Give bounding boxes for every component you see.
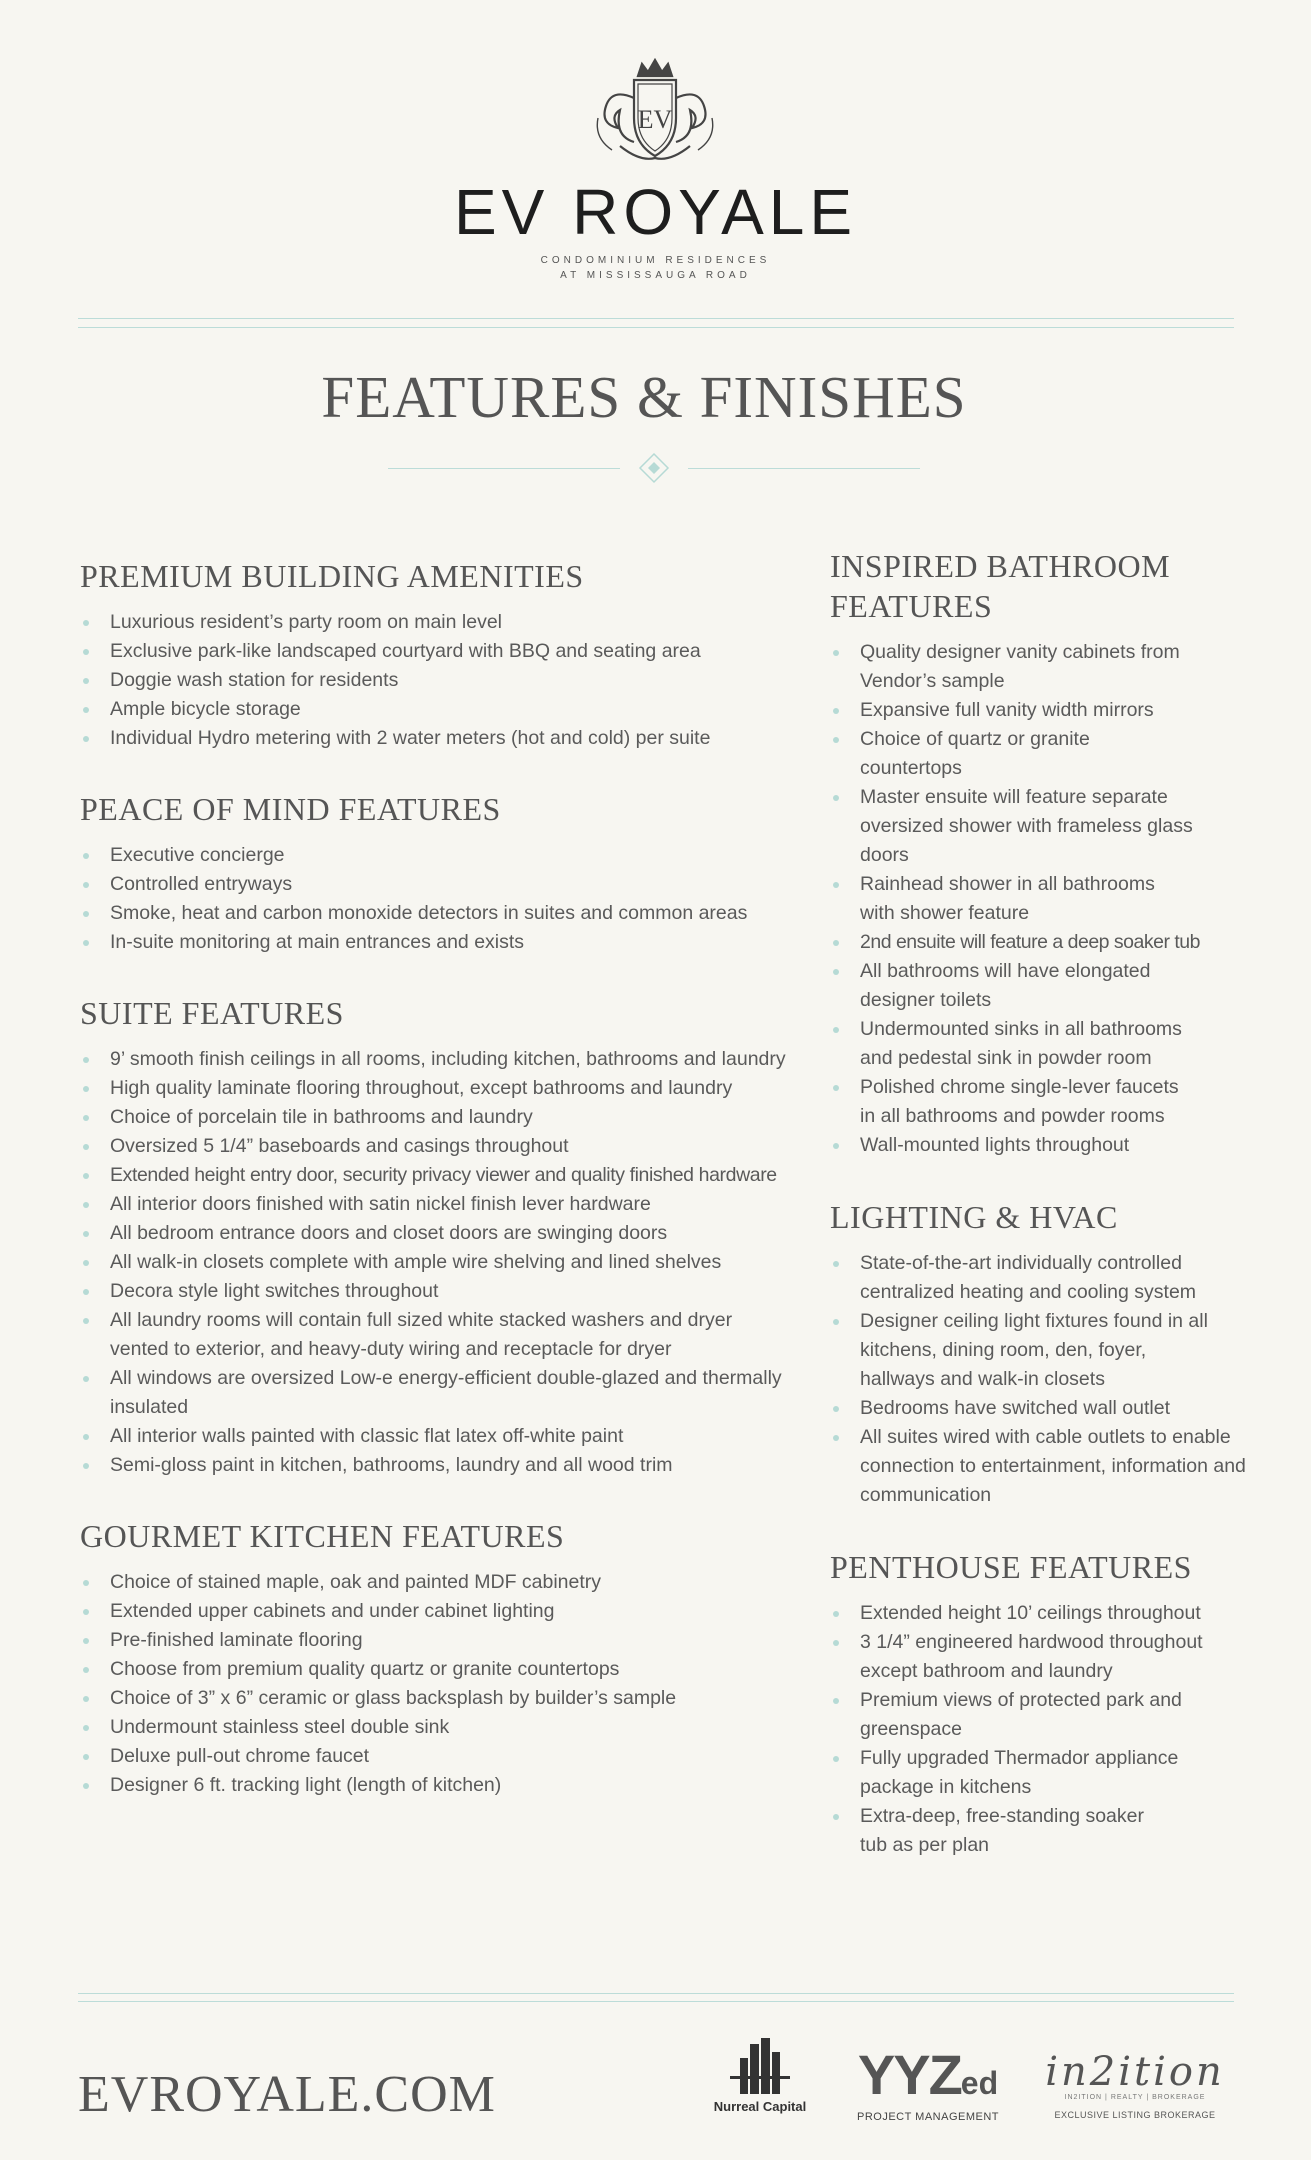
list-item: 9’ smooth finish ceilings in all rooms, including kitchen, bathrooms and laundry xyxy=(80,1045,820,1074)
section-gourmet-kitchen-features xyxy=(80,1516,820,1800)
yyz-logo-mark xyxy=(848,2043,1008,2110)
list-item: Rainhead shower in all bathrooms with shower feature xyxy=(830,870,1250,928)
section-heading: LIGHTING & HVAC xyxy=(830,1199,1118,1235)
in2ition-logo xyxy=(1030,2049,1240,2122)
brand-tagline-line2: AT MISSISSAUGA ROAD xyxy=(560,270,751,281)
section-heading: INSPIRED BATHROOM FEATURES xyxy=(830,548,1171,624)
feature-list xyxy=(830,1599,1250,1860)
in2ition-logo-mark: in2ition xyxy=(1045,2049,1225,2095)
list-item: All walk-in closets complete with ample wire shelving and lined shelves xyxy=(80,1248,820,1277)
list-item: Deluxe pull-out chrome faucet xyxy=(80,1742,820,1771)
list-item: High quality laminate flooring throughout, except bathrooms and laundry xyxy=(80,1074,820,1103)
list-item: Polished chrome single-lever faucets in all bathrooms and powder rooms xyxy=(830,1073,1250,1131)
list-item: Extended upper cabinets and under cabinet lighting xyxy=(80,1597,820,1626)
yyzed-logo xyxy=(848,2043,1008,2124)
nureal-logo-text: Nurreal Capital xyxy=(713,2099,807,2114)
list-item: Undermount stainless steel double sink xyxy=(80,1713,820,1742)
list-item: Designer 6 ft. tracking light (length of kitchen) xyxy=(80,1771,820,1800)
list-item: Extra-deep, free-standing soaker tub as per plan xyxy=(830,1802,1250,1860)
list-item: All interior doors finished with satin nickel finish lever hardware xyxy=(80,1190,820,1219)
website-url[interactable]: EVROYALE.COM xyxy=(78,2066,496,2123)
list-item: All bathrooms will have elongated designer toilets xyxy=(830,957,1250,1015)
feature-list xyxy=(830,1249,1250,1510)
list-item: Extended height 10’ ceilings throughout xyxy=(830,1599,1250,1628)
bottom-divider-secondary xyxy=(78,2001,1234,2002)
list-item: All bedroom entrance doors and closet doors are swinging doors xyxy=(80,1219,820,1248)
list-item: Expansive full vanity width mirrors xyxy=(830,696,1250,725)
section-inspired-bathroom-features xyxy=(830,546,1250,1160)
top-divider xyxy=(78,318,1234,319)
yyz-sup: ed xyxy=(960,2065,999,2101)
section-lighting-hvac xyxy=(830,1197,1250,1510)
list-item: Extended height entry door, security privacy viewer and quality finished hardware xyxy=(80,1161,820,1190)
section-premium-building-amenities xyxy=(80,556,820,753)
list-item: 2nd ensuite will feature a deep soaker tub xyxy=(830,928,1250,957)
yyz-logo-subtext: PROJECT MANAGEMENT xyxy=(856,2111,1000,2123)
in2ition-logo-small: IN2ITION | REALTY | BROKERAGE xyxy=(1064,2094,1206,2101)
brand-name: EV ROYALE xyxy=(453,176,858,248)
title-ornament-line-right xyxy=(688,468,920,469)
list-item: Doggie wash station for residents xyxy=(80,666,820,695)
list-item: Wall-mounted lights throughout xyxy=(830,1131,1250,1160)
list-item: Master ensuite will feature separate oversized shower with frameless glass doors xyxy=(830,783,1250,870)
feature-list xyxy=(80,841,820,957)
feature-list xyxy=(80,1568,820,1800)
list-item: In-suite monitoring at main entrances and exists xyxy=(80,928,820,957)
list-item: Bedrooms have switched wall outlet xyxy=(830,1394,1250,1423)
section-peace-of-mind-features xyxy=(80,789,820,957)
section-heading: PREMIUM BUILDING AMENITIES xyxy=(80,558,584,594)
list-item: Premium views of protected park and greenspace xyxy=(830,1686,1250,1744)
list-item: Executive concierge xyxy=(80,841,820,870)
list-item: Choice of stained maple, oak and painted MDF cabinetry xyxy=(80,1568,820,1597)
in2ition-logo-label: EXCLUSIVE LISTING BROKERAGE xyxy=(1054,2110,1216,2120)
list-item: Choice of quartz or granite countertops xyxy=(830,725,1250,783)
feature-list xyxy=(80,1045,820,1480)
list-item: Choice of 3” x 6” ceramic or glass backsplash by builder’s sample xyxy=(80,1684,820,1713)
section-suite-features xyxy=(80,993,820,1480)
top-divider-secondary xyxy=(78,327,1234,328)
yyz-main: YYZ xyxy=(857,2043,961,2106)
crest-monogram: EV xyxy=(637,105,673,134)
list-item: Semi-gloss paint in kitchen, bathrooms, laundry and all wood trim xyxy=(80,1451,820,1480)
list-item: All suites wired with cable outlets to enable connection to entertainment, information and communication xyxy=(830,1423,1250,1510)
section-heading: PEACE OF MIND FEATURES xyxy=(80,791,501,827)
list-item: 3 1/4” engineered hardwood throughout except bathroom and laundry xyxy=(830,1628,1250,1686)
list-item: Designer ceiling light fixtures found in all kitchens, dining room, den, foyer, hallways and walk-in closets xyxy=(830,1307,1250,1394)
list-item: Undermounted sinks in all bathrooms and pedestal sink in powder room xyxy=(830,1015,1250,1073)
section-penthouse-features xyxy=(830,1547,1250,1860)
nureal-capital-logo xyxy=(700,2036,820,2115)
brand-tagline-line1: CONDOMINIUM RESIDENCES xyxy=(540,255,771,266)
list-item: Individual Hydro metering with 2 water meters (hot and cold) per suite xyxy=(80,724,820,753)
list-item: Quality designer vanity cabinets from Vendor’s sample xyxy=(830,638,1250,696)
list-item: All laundry rooms will contain full sized white stacked washers and dryer vented to exterior, and heavy-duty wiring and receptacle for dryer xyxy=(80,1306,820,1364)
list-item: State-of-the-art individually controlled centralized heating and cooling system xyxy=(830,1249,1250,1307)
section-heading: GOURMET KITCHEN FEATURES xyxy=(80,1518,565,1554)
bottom-divider xyxy=(78,1993,1234,1994)
list-item: Oversized 5 1/4” baseboards and casings throughout xyxy=(80,1132,820,1161)
list-item: Ample bicycle storage xyxy=(80,695,820,724)
list-item: Fully upgraded Thermador appliance package in kitchens xyxy=(830,1744,1250,1802)
list-item: Choose from premium quality quartz or granite countertops xyxy=(80,1655,820,1684)
feature-list xyxy=(830,638,1250,1160)
feature-list xyxy=(80,608,820,753)
crest-logo-icon xyxy=(590,58,720,170)
list-item: All interior walls painted with classic flat latex off-white paint xyxy=(80,1422,820,1451)
page-title: FEATURES & FINISHES xyxy=(321,364,967,430)
section-heading: SUITE FEATURES xyxy=(80,995,344,1031)
list-item: Smoke, heat and carbon monoxide detectors in suites and common areas xyxy=(80,899,820,928)
list-item: Exclusive park-like landscaped courtyard with BBQ and seating area xyxy=(80,637,820,666)
diamond-ornament-icon xyxy=(638,452,670,484)
list-item: Pre-finished laminate flooring xyxy=(80,1626,820,1655)
building-icon xyxy=(720,2036,800,2094)
section-heading: PENTHOUSE FEATURES xyxy=(830,1549,1192,1585)
list-item: Choice of porcelain tile in bathrooms and laundry xyxy=(80,1103,820,1132)
list-item: Decora style light switches throughout xyxy=(80,1277,820,1306)
list-item: Luxurious resident’s party room on main level xyxy=(80,608,820,637)
title-ornament-line-left xyxy=(388,468,620,469)
list-item: All windows are oversized Low-e energy-efficient double-glazed and thermally insulated xyxy=(80,1364,820,1422)
list-item: Controlled entryways xyxy=(80,870,820,899)
